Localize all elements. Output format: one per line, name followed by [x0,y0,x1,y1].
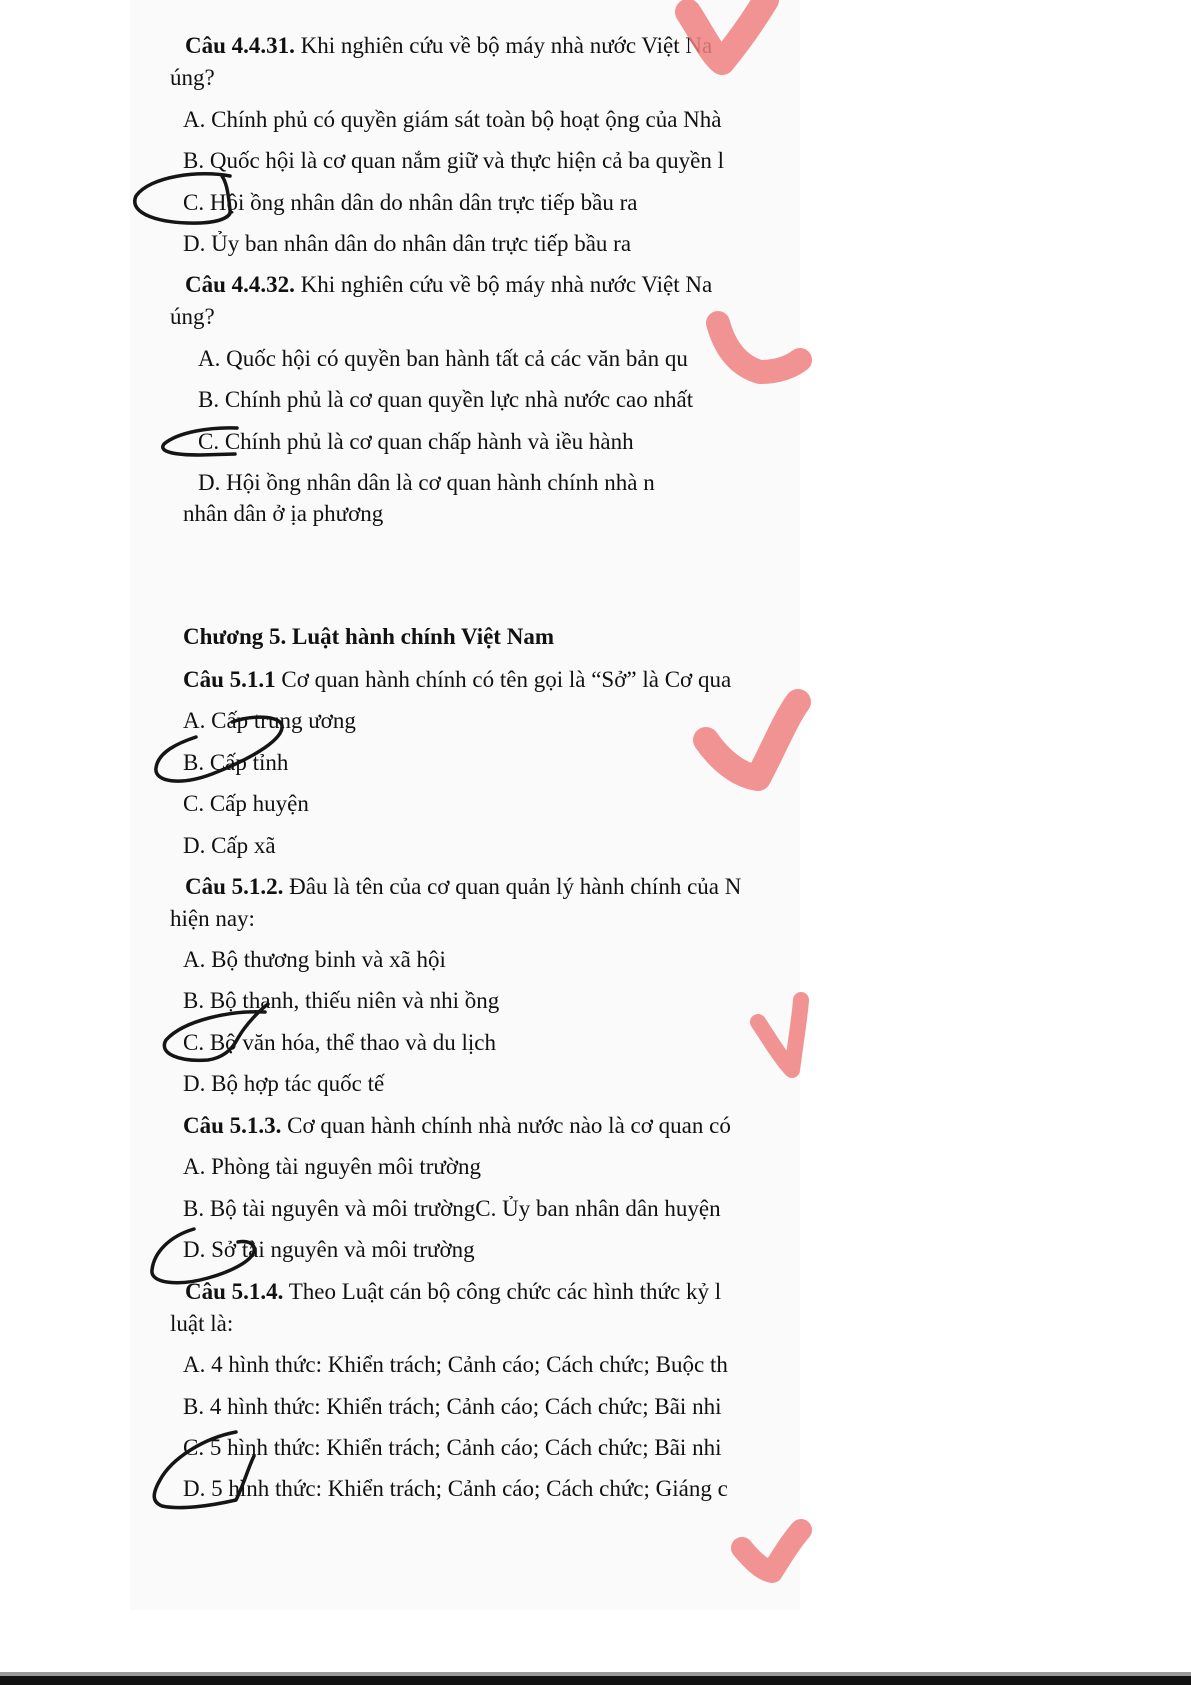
option-d: D. Ủy ban nhân dân do nhân dân trực tiếp bầu ra [183,231,632,256]
question-text: Đâu là tên của cơ quan quản lý hành chính của N [283,874,742,899]
question-text: Cơ quan hành chính có tên gọi là “Sở” là Cơ qua [275,667,732,692]
bottom-band [0,1676,1191,1685]
option-d: D. Sở tài nguyên và môi trường [183,1237,475,1262]
option-a: A. Quốc hội có quyền ban hành tất cả các văn bản qu [198,346,688,371]
question-4-4-32-stem [185,272,712,298]
option-a: A. Cấp trung ương [183,708,356,733]
option-a: A. Phòng tài nguyên môi trường [183,1154,482,1179]
question-text: Khi nghiên cứu về bộ máy nhà nước Việt Na [294,33,713,58]
option-b: B. 4 hình thức: Khiển trách; Cảnh cáo; Cách chức; Bãi nhi [183,1394,722,1419]
question-5-1-2-stem-cont: hiện nay: [170,906,255,931]
question-5-1-3-stem [183,1113,731,1139]
question-number: Câu 5.1.4. [185,1279,284,1304]
option-b: B. Chính phủ là cơ quan quyền lực nhà nước cao nhất [198,387,694,412]
question-text: Theo Luật cán bộ công chức các hình thức kỷ l [283,1279,722,1304]
option-d: D. Hội ồng nhân dân là cơ quan hành chính nhà n [198,470,655,495]
question-number: Câu 5.1.2. [185,874,284,899]
question-number: Câu 5.1.3. [183,1113,282,1138]
option-b: B. Cấp tỉnh [183,750,289,775]
question-number: Câu 4.4.32. [185,272,295,297]
chapter-title: Chương 5. Luật hành chính Việt Nam [183,624,554,649]
option-c: C. Hội ồng nhân dân do nhân dân trực tiếp bầu ra [183,190,638,215]
option-a: A. Bộ thương binh và xã hội [183,947,446,972]
question-number: Câu 5.1.1 [183,667,276,692]
question-5-1-4-stem-cont: luật là: [170,1311,234,1336]
option-b: B. Bộ thanh, thiếu niên và nhi ồng [183,988,500,1013]
question-4-4-32-stem-cont: úng? [170,304,215,329]
option-c: C. 5 hình thức: Khiển trách; Cảnh cáo; Cách chức; Bãi nhi [183,1435,722,1460]
option-c: C. Chính phủ là cơ quan chấp hành và iều hành [198,429,634,454]
option-d: D. 5 hình thức: Khiển trách; Cảnh cáo; Cách chức; Giáng c [183,1476,728,1501]
option-c: C. Cấp huyện [183,791,309,816]
question-5-1-4-stem [185,1279,721,1305]
question-4-4-31-stem-cont: úng? [170,65,215,90]
question-text: Khi nghiên cứu về bộ máy nhà nước Việt Na [294,272,713,297]
option-d: D. Cấp xã [183,833,276,858]
option-c: C. Bộ văn hóa, thể thao và du lịch [183,1030,496,1055]
question-number: Câu 4.4.31. [185,33,295,58]
option-d-cont: nhân dân ở ịa phương [183,501,384,526]
question-5-1-2-stem [185,874,741,900]
question-text: Cơ quan hành chính nhà nước nào là cơ quan có [281,1113,731,1138]
option-d: D. Bộ hợp tác quốc tế [183,1071,385,1096]
option-a: A. Chính phủ có quyền giám sát toàn bộ hoạt ộng của Nhà [183,107,722,132]
option-b: B. Quốc hội là cơ quan nắm giữ và thực hiện cả ba quyền l [183,148,725,173]
option-b-c: B. Bộ tài nguyên và môi trườngC. Ủy ban nhân dân huyện [183,1196,721,1221]
question-5-1-1-stem [183,667,731,693]
option-a: A. 4 hình thức: Khiển trách; Cảnh cáo; Cách chức; Buộc th [183,1352,728,1377]
question-4-4-31-stem [185,33,712,59]
